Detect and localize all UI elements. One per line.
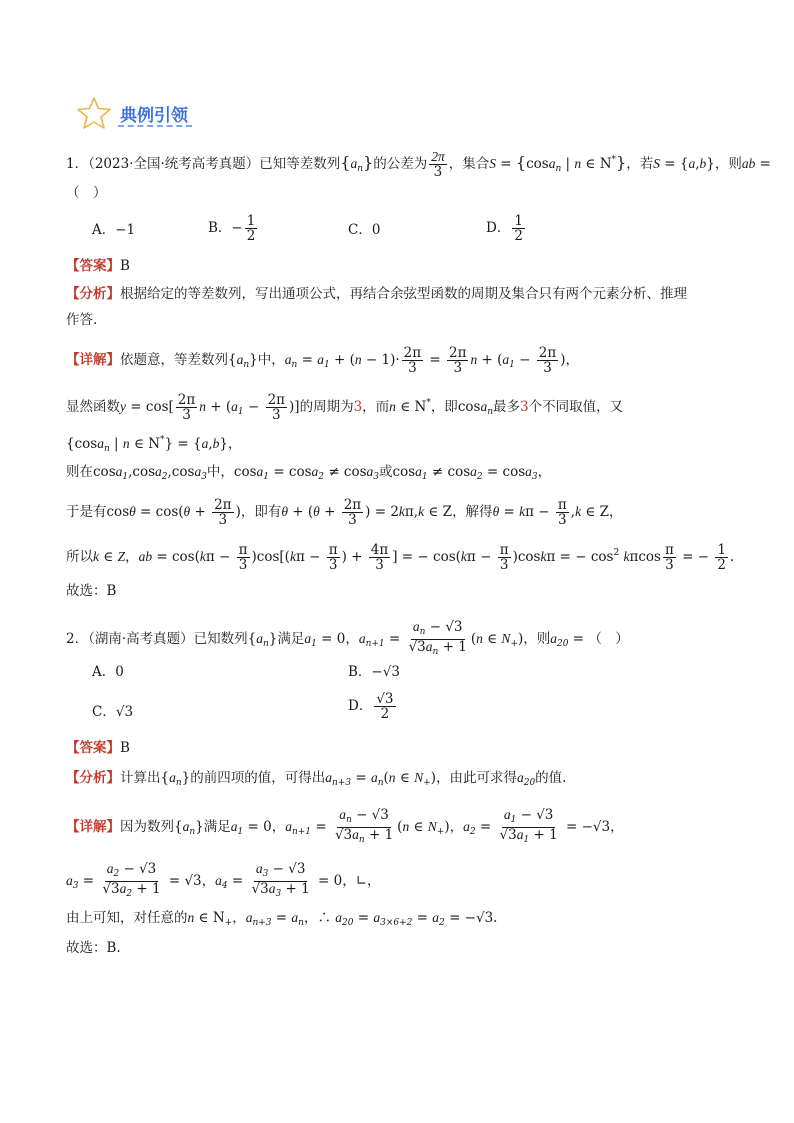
- title-underline: [118, 125, 192, 127]
- q1-detail-line4: 则在cosa$_1$,cosa$_2$,cosa$_3$中，cosa$_1$ = cosa$_2$ ≠ cosa$_3$或cosa$_1$ ≠ cosa$_2$ = cosa$_3$，: [66, 464, 552, 482]
- q2-answer: 【答案】B: [66, 740, 130, 756]
- q1-stem: 1．（2023·全国·统考高考真题）已知等差数列$\{a_n\}$的公差为 $\frac{2\pi}{3}$ ，集合S = {cosa$_n$ | n ∈ N*}，若S = {a,b}，则ab =: [66, 149, 771, 180]
- q1-analysis: 【分析】根据给定的等差数列，写出通项公式，再结合余弦型函数的周期及集合只有两个元素分析、推理: [66, 286, 687, 302]
- q1-option-c: C．0: [348, 222, 381, 238]
- q1-choose: 故选：B: [66, 583, 117, 599]
- q2-detail-line2: $a_3$ = $\frac{a_2 - √3}{√3a_2 + 1}$ = √3，$a_4$ = $\frac{a_3 - √3}{√3a_3 + 1}$ = 0，∟，: [66, 861, 381, 899]
- q1-detail-line1: 【详解】依题意，等差数列$\{a_n\}$中，$a_n = a_1 + (n - 1)\cdot$ $\frac{2\pi}{3}$ = $\frac{2\pi}{3}$ $n + (a_1$ − $\frac{2\pi}{3}$ )，: [66, 345, 580, 376]
- q1-option-b: B．− $\frac{1}{2}$: [208, 213, 256, 244]
- q1-paren: （ ）: [66, 185, 107, 201]
- section-title: 典例引领: [120, 106, 188, 126]
- q1-option-a: A．−1: [92, 222, 136, 238]
- q2-option-b: B．−√3: [348, 664, 400, 680]
- q1-analysis-cont: 作答.: [66, 312, 98, 328]
- q2-detail-line1: 【详解】因为数列$\{a_n\}$满足$a_1 = 0$，$a_{n+1}$ = $\frac{a_n - √3}{√3a_n + 1}$ (n ∈ $N_+$)，$a_2$ = $\frac{a_1 - √3}{√3a_1 + 1}$ = −√3，: [66, 807, 624, 845]
- q2-detail-line3: 由上可知，对任意的n ∈ $N_+$，$a_{n+3} = a_n$，∴ $a_{20} = a_{3\times 6+2} = a_2 = -√3$.: [66, 910, 498, 928]
- q2-option-a: A．0: [92, 664, 124, 680]
- q1-detail-line6: 所以k ∈ Z，ab = cos(kπ − $\frac{\pi}{3}$ )cos[(kπ − $\frac{\pi}{3}$ ) + $\frac{4\pi}{3}$ ] = − cos(kπ − $\frac{\pi}{3}$ )coskπ = − $\cos^2 k\pi\cos$ $\frac{\pi}{3}$ = − $\frac{1}{2}$ .: [66, 542, 735, 573]
- q1-detail-line3: {cosa$_n$ | n ∈ N*} = {a,b}，: [66, 435, 242, 454]
- section-header: [76, 96, 112, 134]
- q1-answer: 【答案】B: [66, 258, 130, 274]
- q2-choose: 故选：B.: [66, 940, 121, 956]
- q1-option-d: D． $\frac{1}{2}$: [486, 213, 523, 244]
- q1-detail-line2: 显然函数y = cos[ $\frac{2\pi}{3}$ $n + (a_1$ − $\frac{2\pi}{3}$ )]的周期为3，而n ∈ N*，即cosa$_n$最多3个不同取值，又: [66, 392, 624, 423]
- q2-stem: 2．（湖南·高考真题）已知数列$\{a_n\}$满足$a_1 = 0$，$a_{n+1}$ = $\frac{a_n - √3}{√3a_n + 1}$ (n ∈ $N_+$)，则$a_{20}$ = （ ）: [66, 619, 629, 657]
- star-icon: [76, 96, 112, 130]
- q2-analysis: 【分析】计算出$\{a_n\}$的前四项的值，可得出$a_{n+3} = a_n(n$ ∈ $N_+$)，由此可求得$a_{20}$的值.: [66, 770, 567, 788]
- q2-option-d: D． $\frac{√3}{2}$: [348, 691, 394, 722]
- q1-detail-line5: 于是有cosθ = cos(θ + $\frac{2\pi}{3}$ )，即有θ + (θ + $\frac{2\pi}{3}$ ) = 2kπ,k ∈ Z，解得θ = kπ − $\frac{\pi}{3}$ ,k ∈ Z，: [66, 497, 623, 528]
- q2-option-c: C．√3: [92, 704, 134, 720]
